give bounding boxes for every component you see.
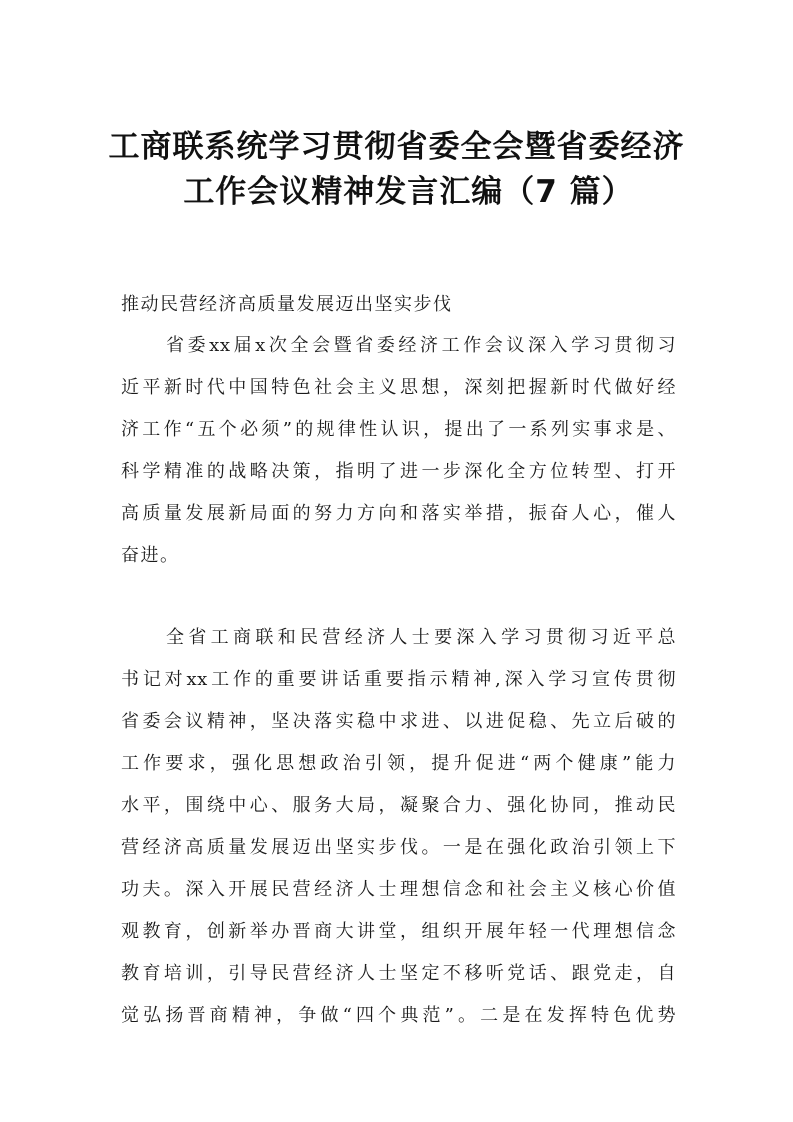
document-title-line-2: 工作会议精神发言汇编（7 篇） xyxy=(183,174,634,210)
paragraph-2-line: 水平，围绕中心、服务大局，凝聚合力、强化协同，推动民 xyxy=(121,795,676,816)
paragraph-1-line: 高质量发展新局面的努力方向和落实举措，振奋人心，催人 xyxy=(121,503,676,524)
paragraph-2-line: 功夫。深入开展民营经济人士理想信念和社会主义核心价值 xyxy=(121,879,676,900)
document-title-line-1: 工商联系统学习贯彻省委全会暨省委经济 xyxy=(108,129,685,165)
paragraph-1-line: 奋进。 xyxy=(121,545,180,566)
paragraph-2-line: 觉弘扬晋商精神，争做“四个典范”。二是在发挥特色优势 xyxy=(121,1005,676,1026)
paragraph-2-line: 教育培训，引导民营经济人士坚定不移听党话、跟党走，自 xyxy=(121,963,676,984)
paragraph-2-line: 营经济高质量发展迈出坚实步伐。一是在强化政治引领上下 xyxy=(121,837,676,858)
paragraph-1-line: 济工作“五个必须”的规律性认识，提出了一系列实事求是、 xyxy=(121,419,676,440)
paragraph-2-line: 省委会议精神，坚决落实稳中求进、以进促稳、先立后破的 xyxy=(121,711,676,732)
paragraph-1-line: 近平新时代中国特色社会主义思想，深刻把握新时代做好经 xyxy=(121,377,676,398)
paragraph-1-line: 省委xx届x次全会暨省委经济工作会议深入学习贯彻习 xyxy=(166,335,676,356)
paragraph-2-line: 书记对xx工作的重要讲话重要指示精神,深入学习宣传贯彻 xyxy=(121,669,676,690)
paragraph-2-line: 工作要求，强化思想政治引领，提升促进“两个健康”能力 xyxy=(121,753,676,774)
paragraph-2-line: 观教育，创新举办晋商大讲堂，组织开展年轻一代理想信念 xyxy=(121,921,676,942)
section-heading: 推动民营经济高质量发展迈出坚实步伐 xyxy=(121,294,453,315)
paragraph-2-line: 全省工商联和民营经济人士要深入学习贯彻习近平总 xyxy=(166,627,676,648)
paragraph-1-line: 科学精准的战略决策，指明了进一步深化全方位转型、打开 xyxy=(121,461,676,482)
